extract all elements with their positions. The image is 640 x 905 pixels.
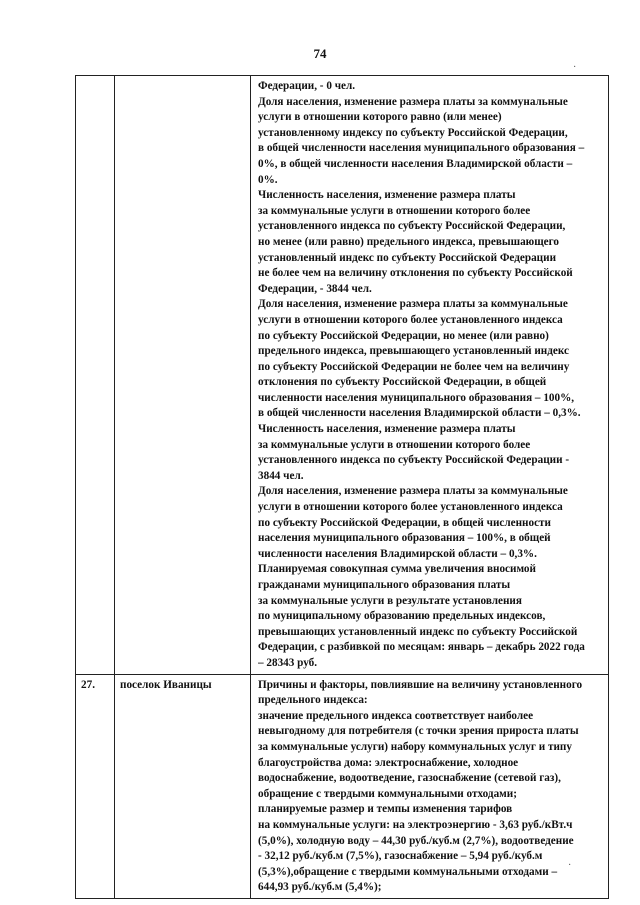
text-line: Численность населения, изменение размера платы <box>258 189 516 202</box>
text-line: Планируемая совокупная сумма увеличения вносимой <box>258 563 536 576</box>
document-table <box>75 75 609 899</box>
text-line: установленного индекса по субъекту Российской Федерации - <box>258 454 570 467</box>
text-line: за коммунальные услуги в отношении которого более <box>258 204 531 217</box>
row-number-cell: 27. <box>76 674 115 898</box>
text-line: Численность населения, изменение размера платы <box>258 423 516 436</box>
text-line: 0%. <box>258 173 278 186</box>
text-line: по муниципальному образованию предельных индексов, <box>258 610 546 623</box>
text-line: услуги в отношении которого равно (или менее) <box>258 111 502 124</box>
text-line: установленный индекс по субъекту Российской Федерации <box>258 251 557 264</box>
text-line: услуги в отношении которого более установленного индекса <box>258 501 563 514</box>
scan-speck: · <box>573 62 577 73</box>
text-line: Федерации, - 3844 чел. <box>258 282 372 295</box>
text-line: установленного индекса по субъекту Российской Федерации, <box>258 220 566 233</box>
text-line: по субъекту Российской Федерации не более чем на величину <box>258 360 570 373</box>
text-line: – 28343 руб. <box>258 656 318 669</box>
row-number-cell <box>76 76 115 675</box>
text-line: но менее (или равно) предельного индекса, превышающего <box>258 235 560 248</box>
text-line: - 32,12 руб./куб.м (7,5%), газоснабжение – 5,94 руб./куб.м <box>258 850 543 863</box>
description-cell <box>251 76 609 675</box>
text-line: гражданами муниципального образования платы <box>258 579 511 591</box>
text-line: значение предельного индекса соответствует наиболее <box>258 709 534 722</box>
text-line: численности населения муниципального образования – 100%, <box>258 391 575 404</box>
text-line: предельного индекса: <box>258 694 368 707</box>
text-line: за коммунальные услуги в результате установления <box>258 594 522 607</box>
text-line: за коммунальные услуги) набору коммунальных услуг и типу <box>258 740 572 753</box>
settlement-name-cell: поселок Иваницы <box>115 674 251 898</box>
text-line: 644,93 руб./куб.м (5,4%); <box>258 881 382 894</box>
table-row <box>76 674 609 898</box>
text-line: 3844 чел. <box>258 469 304 482</box>
text-line: планируемые размер и темпы изменения тарифов <box>258 803 513 816</box>
text-line: (5,0%), холодную воду – 44,30 руб./куб.м (2,7%), водоотведение <box>258 834 574 847</box>
scan-speck: · <box>568 860 572 871</box>
text-line: за коммунальные услуги в отношении которого более <box>258 438 531 451</box>
settlement-name-cell <box>115 76 251 675</box>
text-line: численности населения Владимирской области – 0,3%. <box>258 547 537 560</box>
text-line: не более чем на величину отклонения по субъекту Российской <box>258 267 573 280</box>
text-line: предельного индекса, превышающего установленный индекс <box>258 345 569 358</box>
text-line: по субъекту Российской Федерации, в общей численности <box>258 516 551 529</box>
text-line: населения муниципального образования – 100%, в общей <box>258 532 551 545</box>
text-line: Федерации, с разбивкой по месяцам: январь – декабрь 2022 года <box>258 641 585 654</box>
text-line: в общей численности населения Владимирской области – 0,3%. <box>258 407 581 420</box>
text-line: Федерации, - 0 чел. <box>258 80 356 92</box>
text-line: услуги в отношении которого более установленного индекса <box>258 313 563 326</box>
text-line: на коммунальные услуги: на электроэнергию - 3,63 руб./кВт.ч <box>258 818 573 831</box>
text-line: Доля населения, изменение размера платы за коммунальные <box>258 485 568 498</box>
text-line: Доля населения, изменение размера платы за коммунальные <box>258 95 568 108</box>
text-line: невыгодному для потребителя (с точки зрения прироста платы <box>258 725 579 738</box>
description-cell <box>251 674 609 898</box>
text-line: водоснабжение, водоотведение, газоснабжение (сетевой газ), <box>258 772 561 785</box>
text-line: превышающих установленный индекс по субъекту Российской <box>258 625 578 638</box>
text-line: в общей численности населения муниципального образования – <box>258 142 585 155</box>
text-line: установленному индексу по субъекту Российской Федерации, <box>258 126 568 139</box>
text-line: отклонения по субъекту Российской Федерации, в общей <box>258 376 547 389</box>
text-line: благоустройства дома: электроснабжение, холодное <box>258 756 519 769</box>
text-line: Доля населения, изменение размера платы за коммунальные <box>258 298 568 311</box>
text-line: 0%, в общей численности населения Владимирской области – <box>258 157 573 170</box>
text-line: обращение с твердыми коммунальными отходами; <box>258 787 517 800</box>
text-line: (5,3%),обращение с твердыми коммунальными отходами – <box>258 865 558 878</box>
text-line: Причины и факторы, повлиявшие на величину установленного <box>258 678 583 691</box>
text-line: по субъекту Российской Федерации, но менее (или равно) <box>258 329 549 342</box>
table-row <box>76 76 609 675</box>
page-number: 74 <box>313 46 327 61</box>
